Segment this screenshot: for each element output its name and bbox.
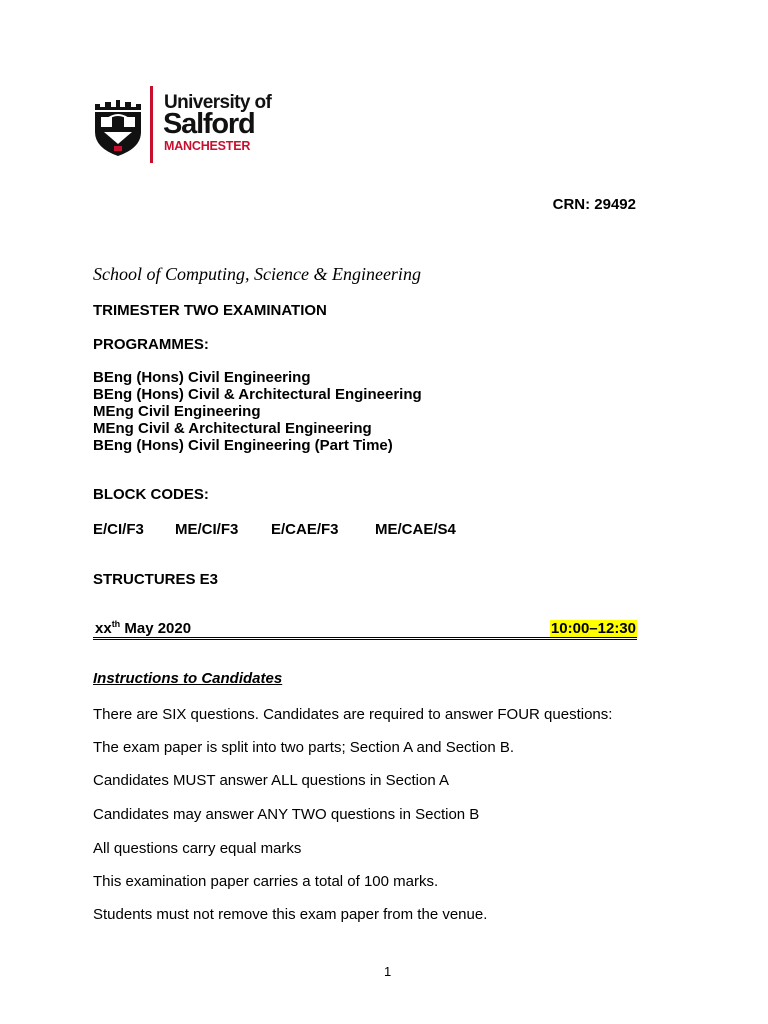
instruction-item: This examination paper carries a total of 100 marks.: [93, 873, 439, 890]
instruction-item: There are SIX questions. Candidates are required to answer FOUR questions:: [93, 706, 613, 723]
exam-title: TRIMESTER TWO EXAMINATION: [93, 302, 327, 319]
module-title: STRUCTURES E3: [93, 571, 219, 588]
date-time-row: [93, 620, 637, 638]
programme-item: MEng Civil Engineering: [93, 403, 261, 420]
programme-item: BEng (Hons) Civil Engineering: [93, 369, 311, 386]
programme-list: [93, 369, 422, 454]
exam-time: 10:00–12:30: [550, 620, 636, 637]
logo-manchester: MANCHESTER: [164, 139, 251, 153]
exam-day-suffix: th: [111, 619, 121, 629]
programme-item: BEng (Hons) Civil & Architectural Engineering: [93, 386, 422, 403]
logo-salford: Salford: [163, 108, 255, 140]
crn-label: CRN: 29492: [552, 196, 636, 213]
date-underline: [93, 637, 637, 640]
programme-item: BEng (Hons) Civil Engineering (Part Time): [93, 437, 393, 454]
instruction-item: Candidates may answer ANY TWO questions in Section B: [93, 806, 480, 823]
university-crest-icon: [92, 96, 144, 158]
block-code: ME/CAE/S4: [375, 521, 456, 538]
instructions-heading: Instructions to Candidates: [93, 670, 283, 687]
instruction-item: All questions carry equal marks: [93, 840, 302, 857]
page-number: 1: [384, 964, 392, 979]
exam-month-year: May 2020: [120, 620, 192, 637]
programme-item: MEng Civil & Architectural Engineering: [93, 420, 372, 437]
programmes-heading: PROGRAMMES:: [93, 336, 209, 353]
logo-divider: [150, 86, 153, 163]
block-code: E/CI/F3: [93, 521, 144, 538]
exam-date: [95, 620, 191, 638]
block-code: ME/CI/F3: [175, 521, 239, 538]
block-code: E/CAE/F3: [271, 521, 339, 538]
instruction-item: Students must not remove this exam paper from the venue.: [93, 906, 488, 923]
exam-day: xx: [95, 620, 112, 637]
school-name: School of Computing, Science & Engineering: [93, 264, 421, 284]
instruction-item: Candidates MUST answer ALL questions in Section A: [93, 772, 450, 789]
instruction-item: The exam paper is split into two parts; Section A and Section B.: [93, 739, 515, 756]
block-codes-heading: BLOCK CODES:: [93, 486, 209, 503]
logo-university-of: University of: [164, 92, 272, 113]
